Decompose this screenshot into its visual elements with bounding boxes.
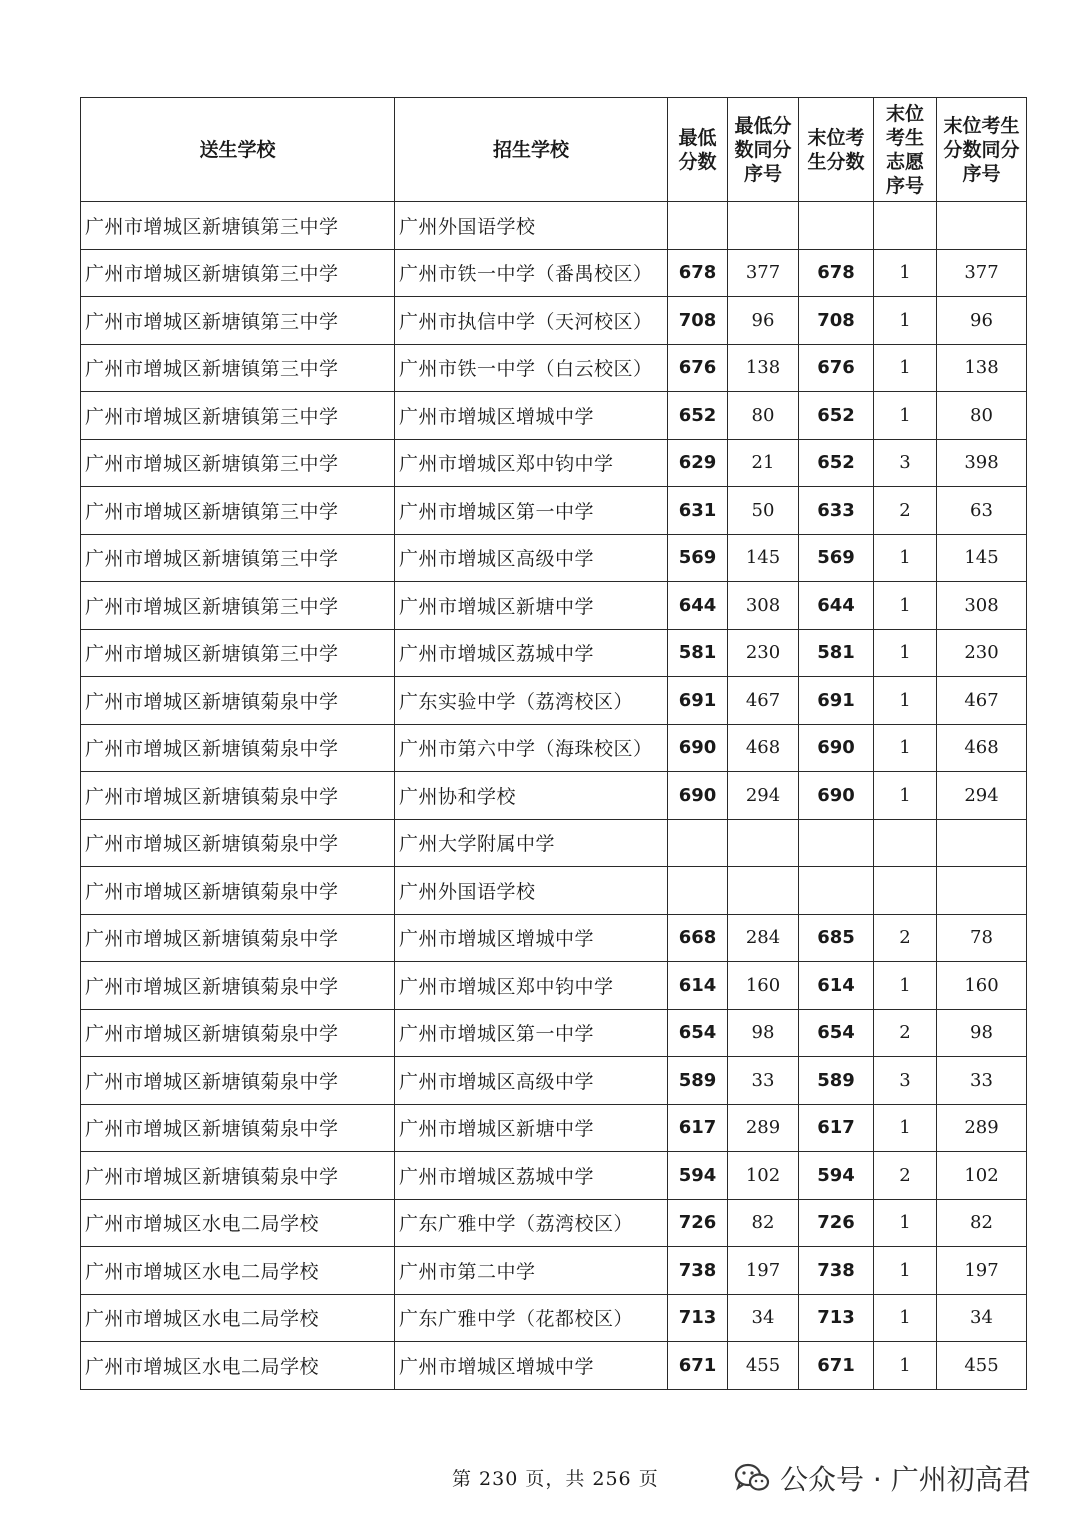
cell-recruit-school: 广州市增城区第一中学 [395,1009,668,1057]
header-last-score: 末位考生分数 [799,98,874,202]
cell-min-score-rank [728,202,799,250]
cell-last-score: 690 [799,724,874,772]
cell-last-rank: 294 [937,772,1027,820]
cell-last-choice: 1 [874,629,937,677]
cell-min-score: 629 [668,439,728,487]
cell-recruit-school: 广州协和学校 [395,772,668,820]
cell-send-school: 广州市增城区新塘镇第三中学 [81,344,395,392]
cell-last-score: 652 [799,439,874,487]
cell-last-choice: 1 [874,1199,937,1247]
cell-send-school: 广州市增城区新塘镇菊泉中学 [81,914,395,962]
cell-recruit-school: 广州市增城区郑中钧中学 [395,962,668,1010]
cell-last-rank: 289 [937,1104,1027,1152]
cell-send-school: 广州市增城区新塘镇菊泉中学 [81,962,395,1010]
table-row [81,1057,1027,1105]
cell-last-choice: 1 [874,962,937,1010]
cell-last-score: 594 [799,1152,874,1200]
cell-send-school: 广州市增城区新塘镇第三中学 [81,629,395,677]
cell-recruit-school: 广州市铁一中学（白云校区） [395,344,668,392]
cell-recruit-school: 广州市增城区增城中学 [395,914,668,962]
page-number: 第 230 页，共 256 页 [452,1468,659,1490]
cell-last-rank: 96 [937,297,1027,345]
table-row [81,962,1027,1010]
cell-min-score [668,202,728,250]
cell-min-score-rank: 98 [728,1009,799,1057]
cell-min-score-rank: 50 [728,487,799,535]
cell-last-rank: 468 [937,724,1027,772]
cell-last-score: 738 [799,1247,874,1295]
cell-last-rank [937,819,1027,867]
cell-last-choice: 1 [874,724,937,772]
cell-recruit-school: 广东广雅中学（花都校区） [395,1294,668,1342]
cell-last-choice: 1 [874,772,937,820]
cell-min-score [668,867,728,915]
table-row [81,249,1027,297]
cell-min-score-rank: 289 [728,1104,799,1152]
cell-last-choice: 1 [874,297,937,345]
table-row [81,1104,1027,1152]
cell-recruit-school: 广州市第二中学 [395,1247,668,1295]
cell-last-rank: 80 [937,392,1027,440]
cell-send-school: 广州市增城区新塘镇第三中学 [81,392,395,440]
cell-last-rank: 98 [937,1009,1027,1057]
cell-last-rank: 33 [937,1057,1027,1105]
cell-last-score [799,202,874,250]
cell-last-score: 713 [799,1294,874,1342]
cell-recruit-school: 广州市增城区高级中学 [395,534,668,582]
cell-recruit-school: 广州市铁一中学（番禺校区） [395,249,668,297]
cell-min-score: 631 [668,487,728,535]
cell-min-score: 569 [668,534,728,582]
cell-min-score: 678 [668,249,728,297]
table-row [81,1152,1027,1200]
cell-last-choice: 1 [874,249,937,297]
cell-min-score [668,819,728,867]
cell-min-score: 691 [668,677,728,725]
cell-min-score: 726 [668,1199,728,1247]
cell-last-score: 654 [799,1009,874,1057]
cell-min-score: 589 [668,1057,728,1105]
cell-send-school: 广州市增城区新塘镇菊泉中学 [81,1152,395,1200]
cell-send-school: 广州市增城区新塘镇第三中学 [81,249,395,297]
cell-send-school: 广州市增城区水电二局学校 [81,1342,395,1390]
cell-last-choice [874,819,937,867]
cell-last-score: 581 [799,629,874,677]
header-min-score: 最低分数 [668,98,728,202]
cell-last-choice: 1 [874,534,937,582]
cell-min-score-rank: 80 [728,392,799,440]
cell-recruit-school: 广州市第六中学（海珠校区） [395,724,668,772]
cell-last-rank: 308 [937,582,1027,630]
table-row [81,819,1027,867]
cell-last-choice: 1 [874,582,937,630]
cell-last-choice: 2 [874,487,937,535]
cell-last-rank [937,867,1027,915]
cell-last-score: 589 [799,1057,874,1105]
cell-recruit-school: 广州大学附属中学 [395,819,668,867]
cell-last-choice: 2 [874,914,937,962]
cell-min-score-rank: 197 [728,1247,799,1295]
cell-last-rank: 102 [937,1152,1027,1200]
cell-last-choice: 1 [874,344,937,392]
table-row [81,629,1027,677]
cell-last-rank: 160 [937,962,1027,1010]
cell-last-score: 678 [799,249,874,297]
cell-min-score: 738 [668,1247,728,1295]
cell-min-score: 713 [668,1294,728,1342]
cell-last-rank: 230 [937,629,1027,677]
cell-min-score-rank: 294 [728,772,799,820]
cell-last-rank: 78 [937,914,1027,962]
table-row [81,1342,1027,1390]
cell-last-score: 569 [799,534,874,582]
cell-last-rank [937,202,1027,250]
wechat-icon [734,1463,770,1493]
watermark [734,1458,1031,1498]
cell-last-choice: 1 [874,392,937,440]
cell-min-score-rank: 377 [728,249,799,297]
cell-last-rank: 63 [937,487,1027,535]
table-row [81,392,1027,440]
cell-last-choice: 1 [874,1104,937,1152]
cell-last-rank: 377 [937,249,1027,297]
cell-send-school: 广州市增城区新塘镇菊泉中学 [81,677,395,725]
cell-last-score [799,819,874,867]
cell-min-score: 594 [668,1152,728,1200]
cell-min-score-rank: 34 [728,1294,799,1342]
cell-last-score: 671 [799,1342,874,1390]
cell-min-score-rank: 102 [728,1152,799,1200]
cell-last-choice: 1 [874,1294,937,1342]
cell-last-score: 633 [799,487,874,535]
table-row [81,677,1027,725]
admission-score-table [80,97,1027,1390]
cell-recruit-school: 广州市增城区新塘中学 [395,1104,668,1152]
cell-min-score-rank: 21 [728,439,799,487]
header-min-score-rank: 最低分数同分序号 [728,98,799,202]
cell-last-score: 691 [799,677,874,725]
cell-send-school: 广州市增城区新塘镇第三中学 [81,297,395,345]
cell-last-score: 614 [799,962,874,1010]
cell-send-school: 广州市增城区水电二局学校 [81,1247,395,1295]
cell-recruit-school: 广东广雅中学（荔湾校区） [395,1199,668,1247]
cell-recruit-school: 广州市增城区荔城中学 [395,1152,668,1200]
cell-send-school: 广州市增城区新塘镇菊泉中学 [81,867,395,915]
cell-min-score-rank [728,819,799,867]
cell-last-score: 644 [799,582,874,630]
cell-last-rank: 197 [937,1247,1027,1295]
cell-send-school: 广州市增城区新塘镇菊泉中学 [81,1057,395,1105]
cell-last-score [799,867,874,915]
cell-recruit-school: 广东实验中学（荔湾校区） [395,677,668,725]
cell-last-choice: 1 [874,677,937,725]
header-send-school: 送生学校 [81,98,395,202]
cell-recruit-school: 广州市增城区增城中学 [395,392,668,440]
cell-recruit-school: 广州市增城区郑中钧中学 [395,439,668,487]
cell-send-school: 广州市增城区新塘镇菊泉中学 [81,1009,395,1057]
cell-min-score: 668 [668,914,728,962]
cell-recruit-school: 广州市增城区高级中学 [395,1057,668,1105]
table-row [81,724,1027,772]
cell-min-score: 690 [668,724,728,772]
cell-min-score: 690 [668,772,728,820]
cell-min-score: 708 [668,297,728,345]
watermark-text: 公众号 · 广州初高君 [780,1463,1031,1496]
cell-send-school: 广州市增城区新塘镇菊泉中学 [81,1104,395,1152]
cell-recruit-school: 广州市增城区增城中学 [395,1342,668,1390]
page-footer [0,1458,1080,1498]
table-row [81,344,1027,392]
cell-send-school: 广州市增城区新塘镇菊泉中学 [81,772,395,820]
cell-recruit-school: 广州外国语学校 [395,202,668,250]
cell-last-score: 685 [799,914,874,962]
cell-send-school: 广州市增城区新塘镇第三中学 [81,487,395,535]
cell-last-rank: 398 [937,439,1027,487]
cell-min-score: 581 [668,629,728,677]
table-row [81,1199,1027,1247]
cell-last-choice [874,202,937,250]
cell-last-choice: 3 [874,1057,937,1105]
header-recruit-school: 招生学校 [395,98,668,202]
cell-min-score-rank: 230 [728,629,799,677]
cell-min-score: 644 [668,582,728,630]
cell-send-school: 广州市增城区新塘镇菊泉中学 [81,724,395,772]
table-row [81,867,1027,915]
cell-send-school: 广州市增城区水电二局学校 [81,1294,395,1342]
cell-last-score: 617 [799,1104,874,1152]
table-row [81,487,1027,535]
cell-min-score-rank: 145 [728,534,799,582]
cell-min-score-rank [728,867,799,915]
cell-recruit-school: 广州市增城区新塘中学 [395,582,668,630]
cell-min-score-rank: 284 [728,914,799,962]
cell-last-rank: 138 [937,344,1027,392]
cell-last-score: 690 [799,772,874,820]
cell-recruit-school: 广州外国语学校 [395,867,668,915]
cell-send-school: 广州市增城区新塘镇第三中学 [81,439,395,487]
cell-min-score: 652 [668,392,728,440]
cell-last-choice: 2 [874,1152,937,1200]
table-row [81,534,1027,582]
cell-last-score: 708 [799,297,874,345]
cell-last-choice: 3 [874,439,937,487]
cell-min-score: 654 [668,1009,728,1057]
cell-min-score: 676 [668,344,728,392]
table-row [81,1294,1027,1342]
cell-recruit-school: 广州市增城区荔城中学 [395,629,668,677]
cell-last-rank: 34 [937,1294,1027,1342]
table-body [81,202,1027,1390]
table-row [81,582,1027,630]
cell-min-score-rank: 468 [728,724,799,772]
cell-min-score: 671 [668,1342,728,1390]
cell-min-score-rank: 96 [728,297,799,345]
cell-send-school: 广州市增城区新塘镇第三中学 [81,202,395,250]
cell-recruit-school: 广州市增城区第一中学 [395,487,668,535]
cell-recruit-school: 广州市执信中学（天河校区） [395,297,668,345]
cell-min-score-rank: 308 [728,582,799,630]
table-row [81,1009,1027,1057]
cell-send-school: 广州市增城区水电二局学校 [81,1199,395,1247]
cell-last-rank: 82 [937,1199,1027,1247]
cell-min-score-rank: 160 [728,962,799,1010]
cell-last-score: 652 [799,392,874,440]
table-row [81,439,1027,487]
table-row [81,914,1027,962]
table-row [81,772,1027,820]
cell-send-school: 广州市增城区新塘镇菊泉中学 [81,819,395,867]
cell-last-choice [874,867,937,915]
table-row [81,202,1027,250]
header-last-rank: 末位考生分数同分序号 [937,98,1027,202]
cell-last-choice: 2 [874,1009,937,1057]
table-row [81,1247,1027,1295]
cell-last-score: 726 [799,1199,874,1247]
cell-min-score-rank: 138 [728,344,799,392]
cell-last-rank: 455 [937,1342,1027,1390]
cell-send-school: 广州市增城区新塘镇第三中学 [81,582,395,630]
table-header-row [81,98,1027,202]
cell-min-score: 617 [668,1104,728,1152]
cell-last-choice: 1 [874,1247,937,1295]
admission-table-sheet [80,97,1026,1390]
header-last-choice: 末位考生志愿序号 [874,98,937,202]
cell-send-school: 广州市增城区新塘镇第三中学 [81,534,395,582]
table-row [81,297,1027,345]
cell-last-rank: 467 [937,677,1027,725]
cell-min-score-rank: 467 [728,677,799,725]
cell-last-choice: 1 [874,1342,937,1390]
cell-min-score-rank: 33 [728,1057,799,1105]
cell-min-score: 614 [668,962,728,1010]
cell-last-rank: 145 [937,534,1027,582]
cell-min-score-rank: 82 [728,1199,799,1247]
cell-min-score-rank: 455 [728,1342,799,1390]
cell-last-score: 676 [799,344,874,392]
